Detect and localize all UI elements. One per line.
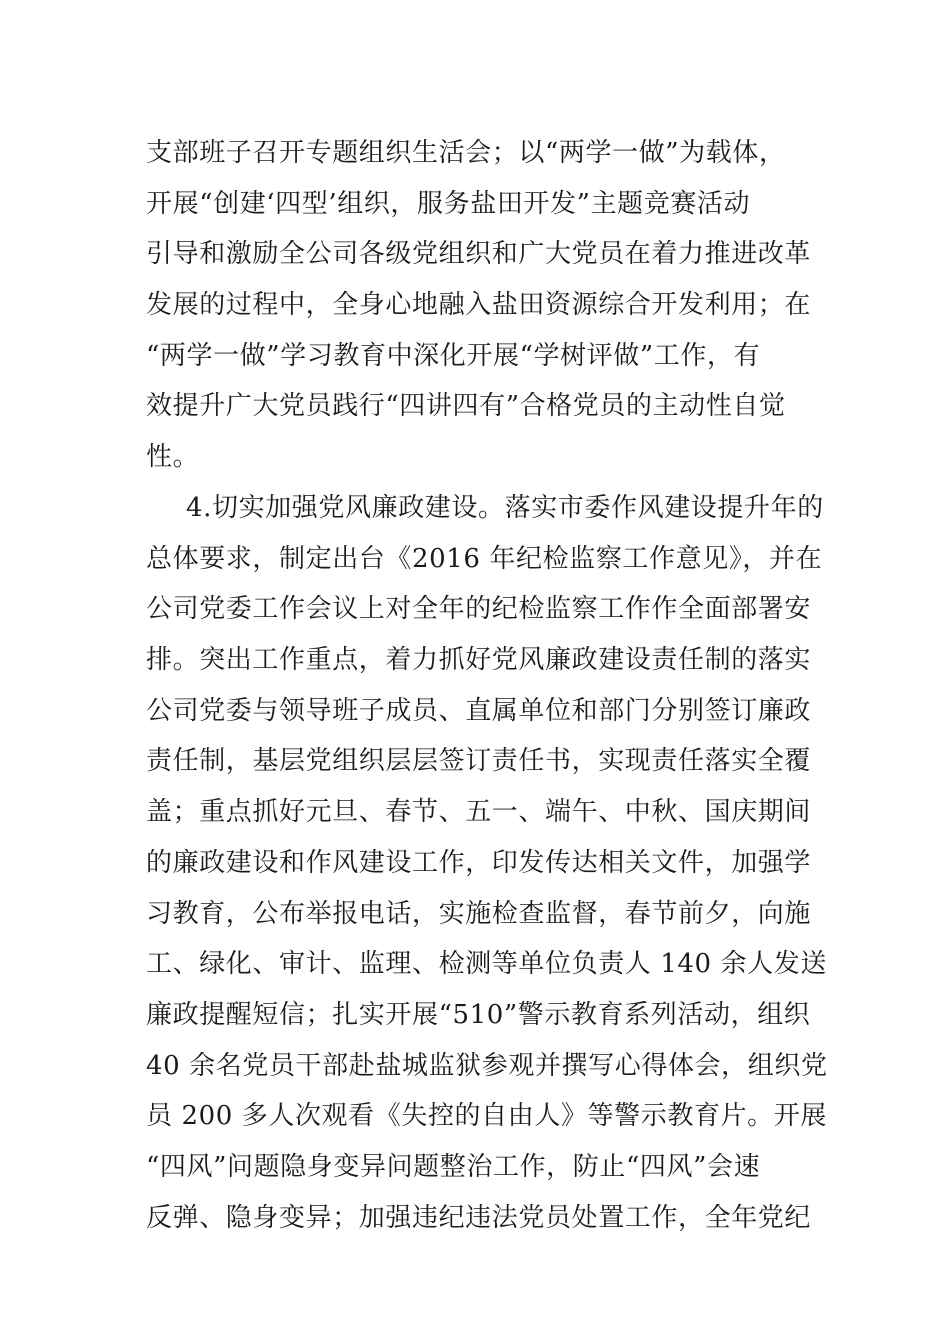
text-line: 引导和激励全公司各级党组织和广大党员在着力推进改革	[146, 239, 812, 270]
text-line: 效提升广大党员践行“四讲四有”合格党员的主动性自觉	[146, 391, 786, 422]
text-line: 公司党委与领导班子成员、直属单位和部门分别签订廉政	[146, 695, 812, 726]
text-line: 员 200 多人次观看《失控的自由人》等警示教育片。开展	[146, 1101, 827, 1132]
text-line: 廉政提醒短信；扎实开展“510”警示教育系列活动，组织	[146, 999, 811, 1030]
text-line: 40 余名党员干部赴盐城监狱参观并撰写心得体会，组织党	[146, 1050, 828, 1081]
text-line: 反弹、隐身变异；加强违纪违法党员处置工作，全年党纪	[146, 1202, 812, 1233]
text-line: 盖；重点抓好元旦、春节、五一、端午、中秋、国庆期间	[146, 797, 812, 828]
text-line: 发展的过程中，全身心地融入盐田资源综合开发利用；在	[146, 290, 812, 321]
text-line: 责任制，基层党组织层层签订责任书，实现责任落实全覆	[146, 746, 812, 777]
text-line: “两学一做”学习教育中深化开展“学树评做”工作，有	[146, 340, 761, 371]
text-line: “四风”问题隐身变异问题整治工作，防止“四风”会速	[146, 1151, 761, 1182]
paragraph-heading-line: 4.切实加强党风廉政建设。落实市委作风建设提升年的	[186, 493, 824, 523]
text-line: 性。	[146, 442, 200, 473]
text-line: 公司党委工作会议上对全年的纪检监察工作作全面部署安	[146, 594, 812, 625]
text-line: 的廉政建设和作风建设工作，印发传达相关文件，加强学	[146, 847, 812, 878]
text-line: 习教育，公布举报电话，实施检查监督，春节前夕，向施	[146, 898, 812, 929]
paragraph-continued	[146, 128, 812, 483]
text-line: 开展“创建‘四型’组织，服务盐田开发”主题竞赛活动	[146, 188, 751, 219]
paragraph-4	[146, 483, 828, 1243]
text-line: 工、绿化、审计、监理、检测等单位负责人 140 余人发送	[146, 949, 827, 980]
text-line: 支部班子召开专题组织生活会；以“两学一做”为载体，	[146, 138, 786, 168]
text-line: 排。突出工作重点，着力抓好党风廉政建设责任制的落实	[146, 645, 812, 676]
text-line: 总体要求，制定出台《2016 年纪检监察工作意见》，并在	[146, 543, 823, 574]
